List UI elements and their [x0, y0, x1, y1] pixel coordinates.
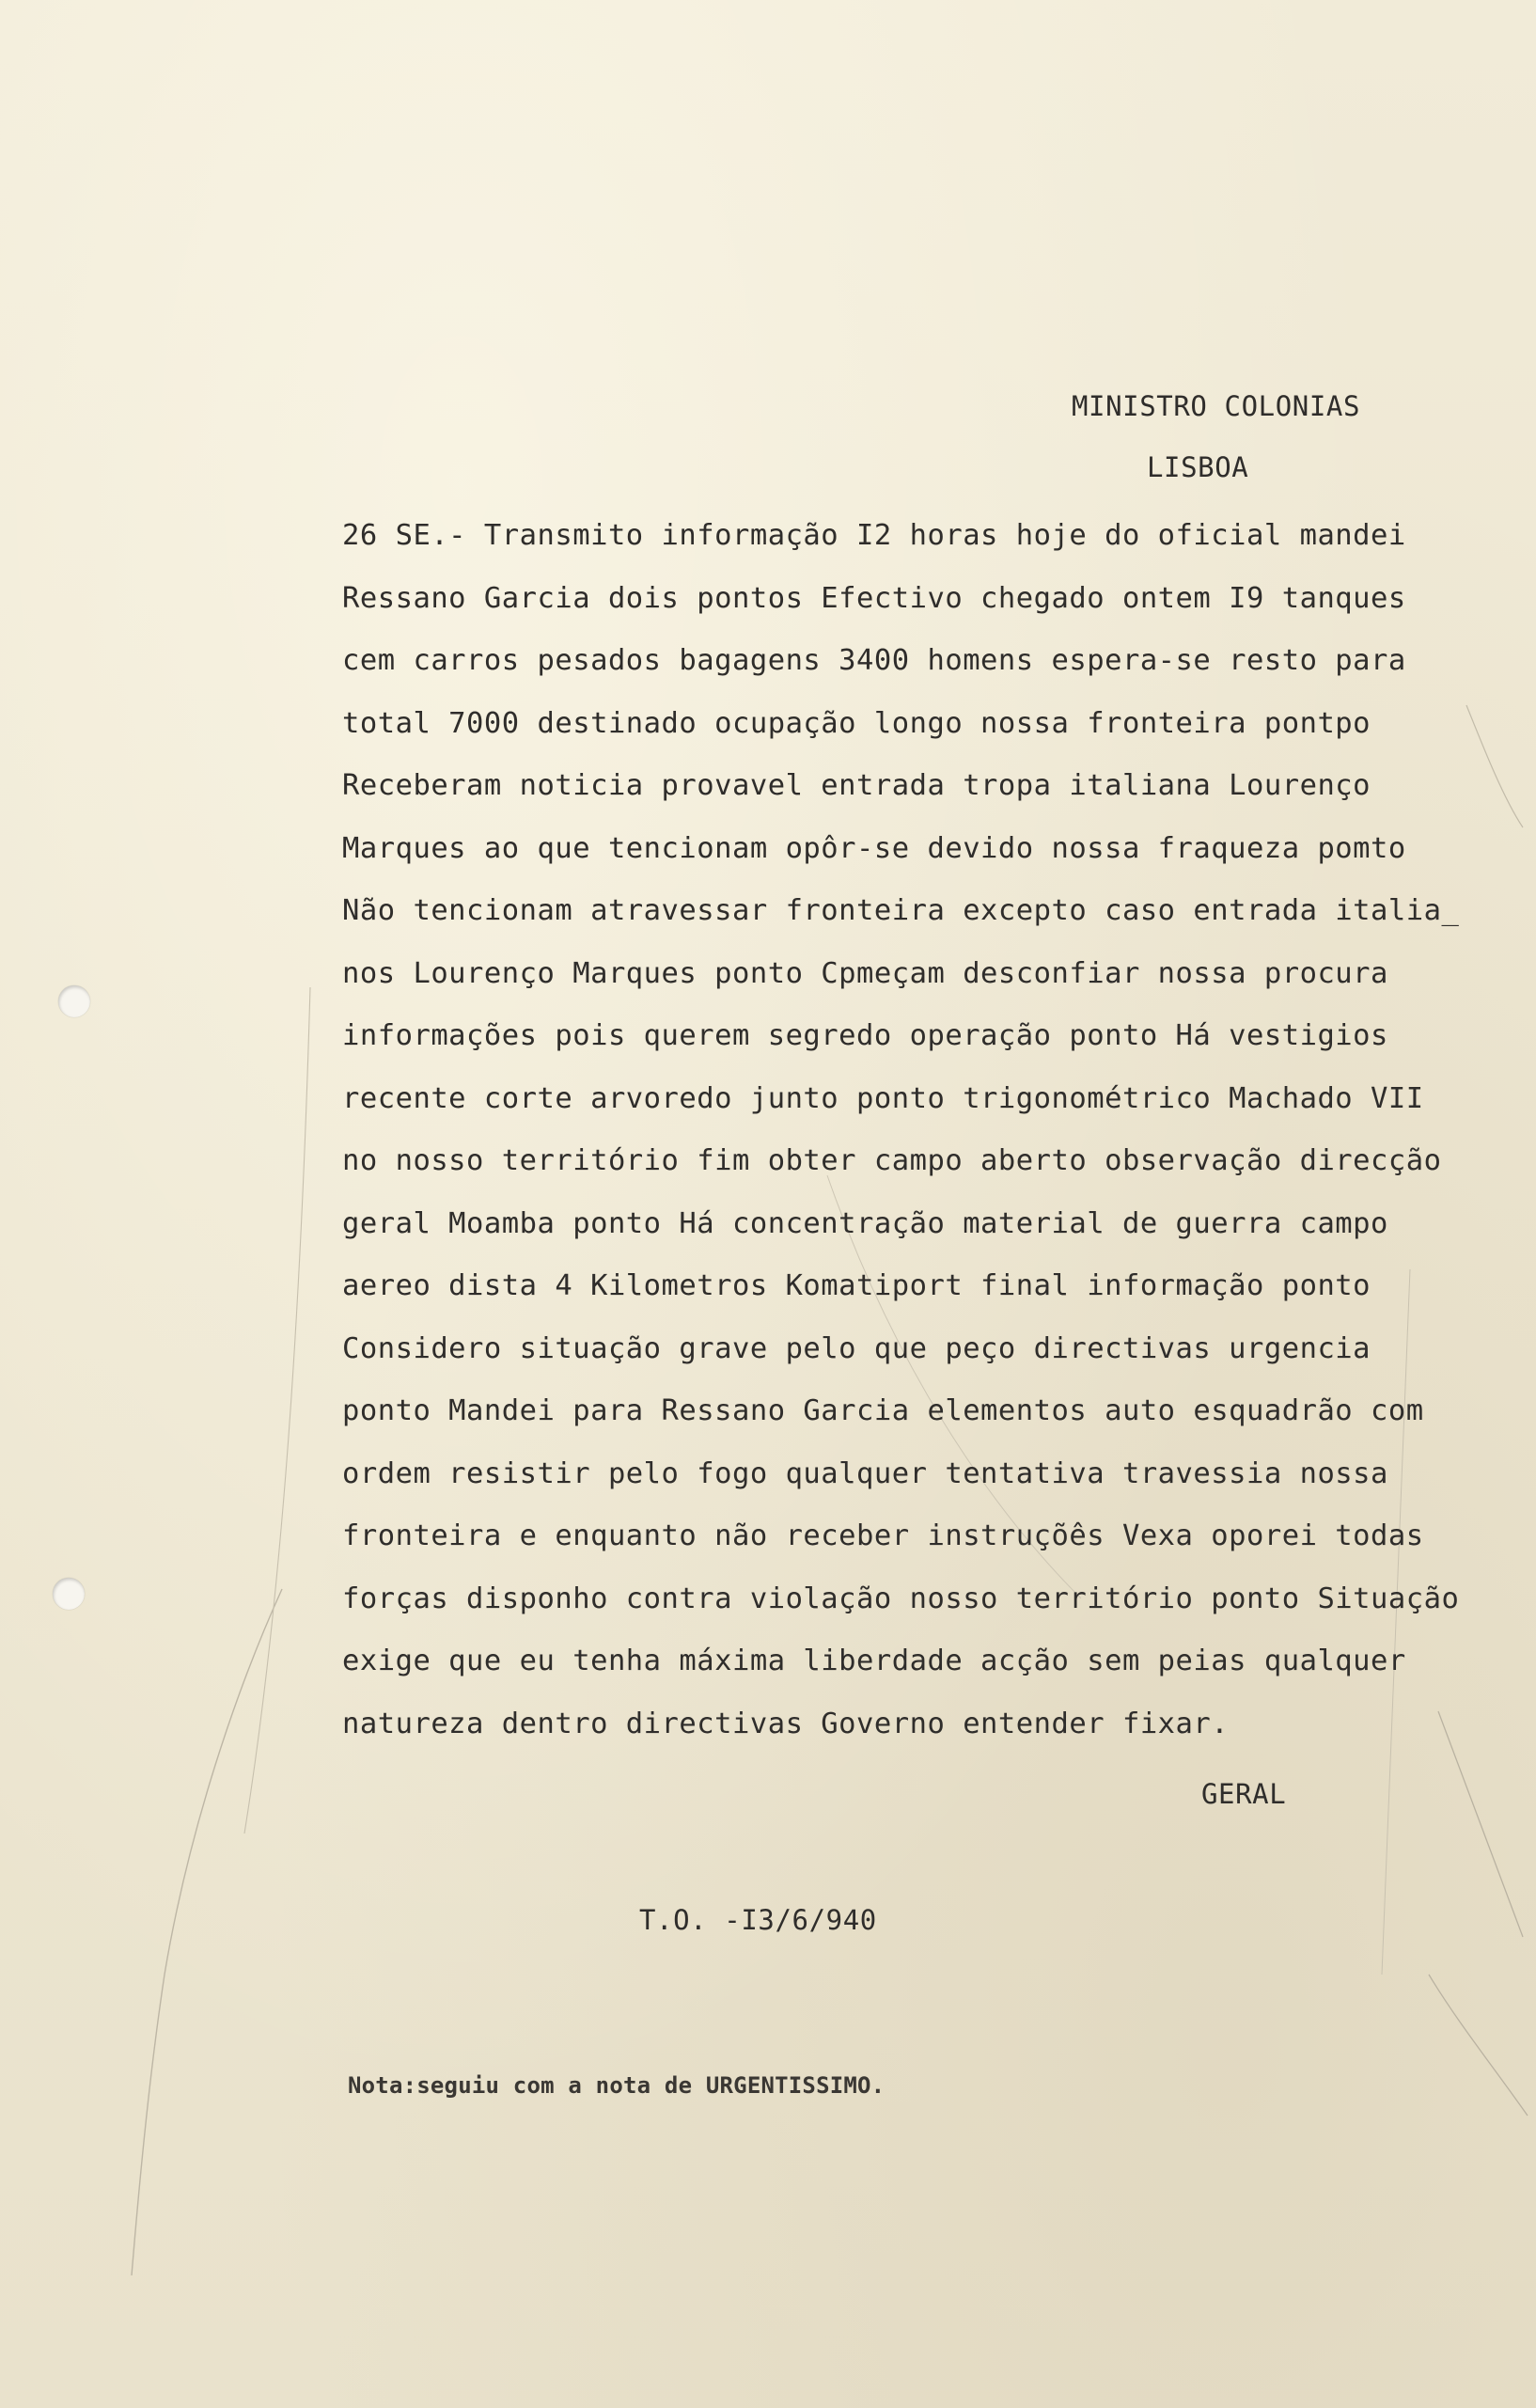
recipient-heading: MINISTRO COLONIAS [1072, 390, 1361, 422]
body-line: Marques ao que tencionam opôr-se devido nossa fraqueza pomto [342, 831, 1406, 865]
body-line: Ressano Garcia dois pontos Efectivo chegado ontem I9 tanques [342, 581, 1406, 615]
body-line: ordem resistir pelo fogo qualquer tentativa travessia nossa [342, 1456, 1388, 1490]
body-line: Considero situação grave pelo que peço directivas urgencia [342, 1331, 1371, 1365]
reference-number: T.O. -I3/6/940 [639, 1904, 877, 1936]
body-line: exige que eu tenha máxima liberdade acção sem peias qualquer [342, 1645, 1406, 1677]
body-line: Não tencionam atravessar fronteira excepto caso entrada italia_ [342, 894, 1460, 927]
punch-hole [53, 1578, 85, 1610]
body-line: forças disponho contra violação nosso território ponto Situação [342, 1582, 1460, 1615]
body-line: 26 SE.- Transmito informação I2 horas hoje do oficial mandei [342, 519, 1406, 552]
signature: GERAL [1201, 1778, 1287, 1810]
body-line: natureza dentro directivas Governo entender fixar. [342, 1707, 1230, 1740]
body-line: nos Lourenço Marques ponto Cpmeçam desconfiar nossa procura [342, 956, 1388, 990]
body-line: total 7000 destinado ocupação longo nossa fronteira pontpo [342, 706, 1371, 740]
body-line: geral Moamba ponto Há concentração material de guerra campo [342, 1206, 1388, 1240]
body-line: recente corte arvoredo junto ponto trigonométrico Machado VII [342, 1081, 1424, 1115]
body-line: informações pois querem segredo operação ponto Há vestigios [342, 1019, 1388, 1052]
telegram-body [342, 505, 1536, 1755]
body-line: aereo dista 4 Kilometros Komatiport final informação ponto [342, 1269, 1371, 1302]
body-line: fronteira e enquanto não receber instruçõês Vexa oporei todas [342, 1519, 1424, 1552]
city-heading: LISBOA [1147, 451, 1249, 483]
punch-hole [58, 985, 90, 1017]
body-line: Receberam noticia provavel entrada tropa italiana Lourenço [342, 769, 1371, 802]
footnote: Nota:seguiu com a nota de URGENTISSIMO. [348, 2072, 886, 2099]
body-line: ponto Mandei para Ressano Garcia elementos auto esquadrão com [342, 1394, 1424, 1427]
body-line: cem carros pesados bagagens 3400 homens espera-se resto para [342, 644, 1406, 677]
body-line: no nosso território fim obter campo aberto observação direcção [342, 1144, 1442, 1177]
